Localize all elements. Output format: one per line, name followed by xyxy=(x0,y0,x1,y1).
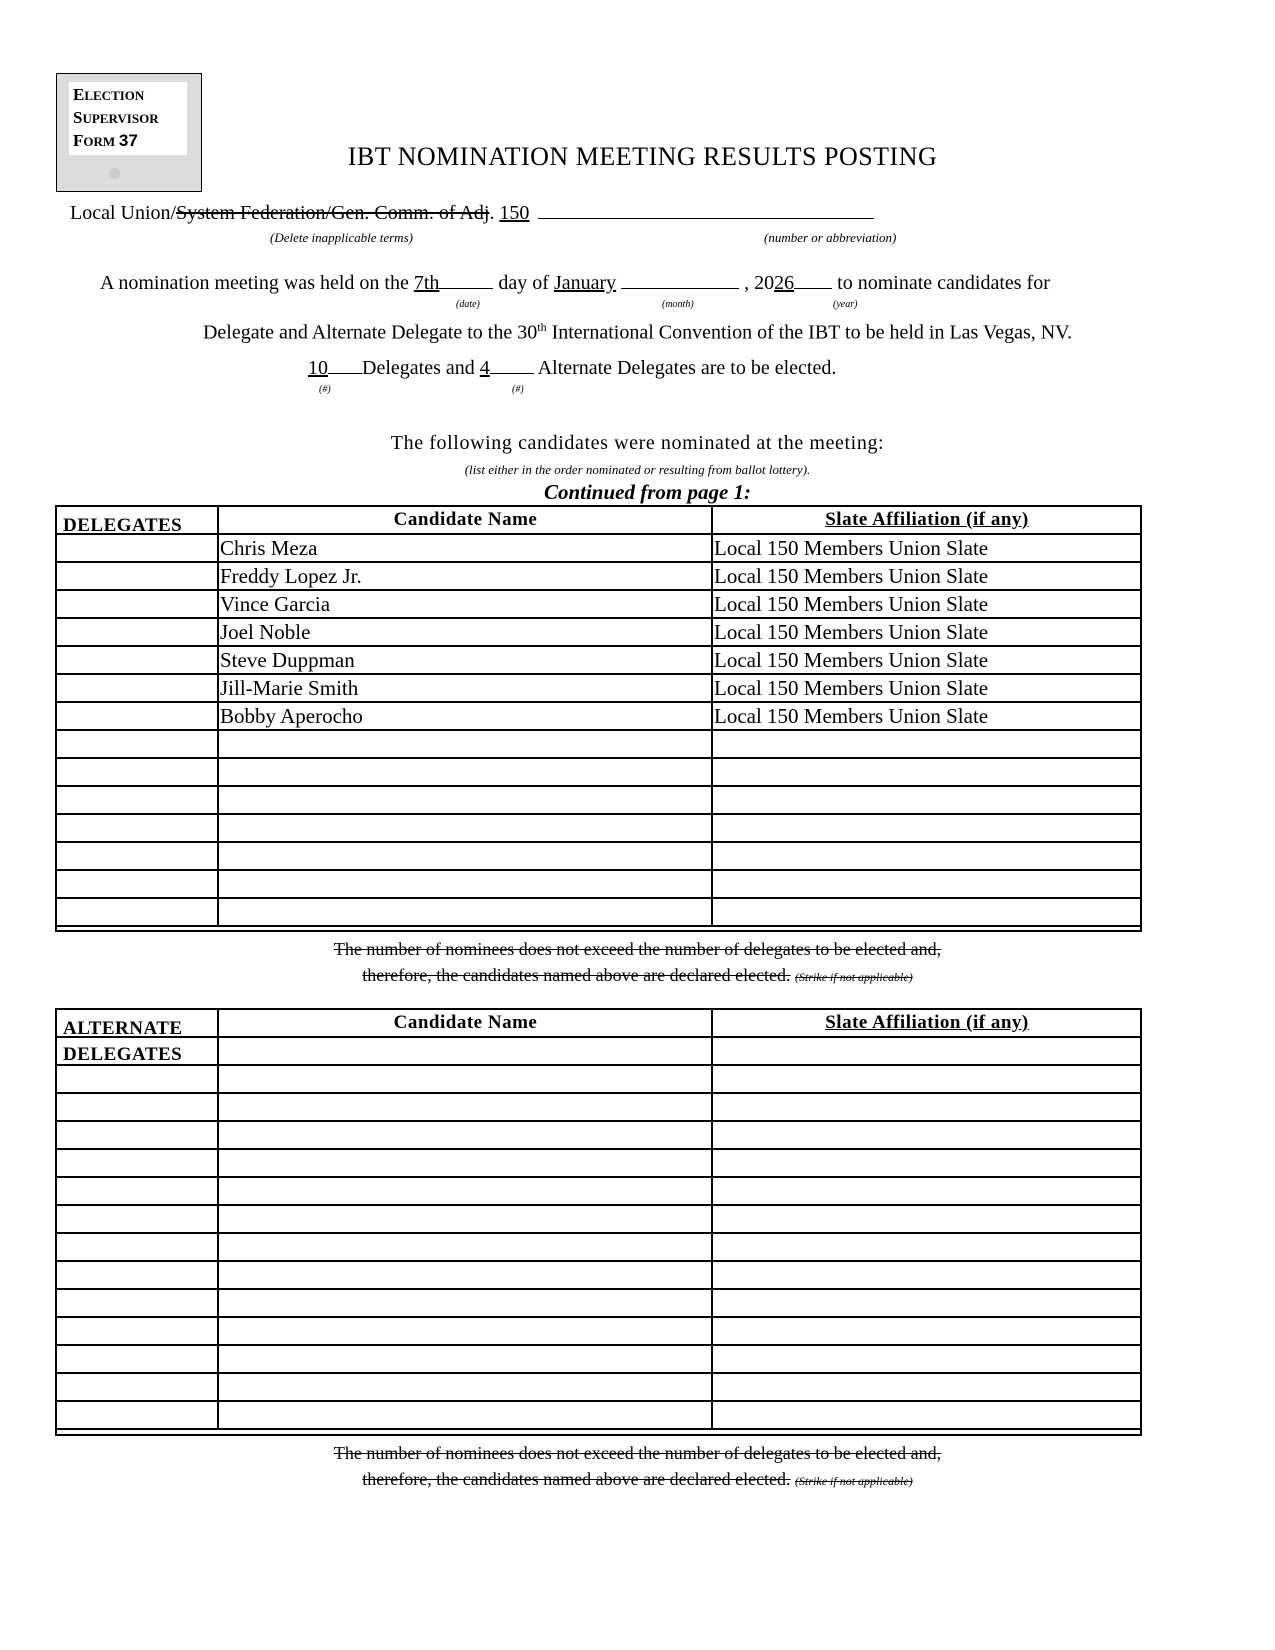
delegates-section xyxy=(55,505,1142,932)
candidate-name-cell[interactable] xyxy=(217,1206,711,1232)
declaration-line2: therefore, the candidates named above are declared elected. xyxy=(362,1469,791,1489)
candidate-name-cell[interactable] xyxy=(217,787,711,813)
slate-affiliation-cell[interactable] xyxy=(711,1206,1140,1232)
slate-affiliation-cell[interactable] xyxy=(711,759,1140,785)
meeting-line xyxy=(100,270,1050,295)
candidate-name-cell[interactable] xyxy=(217,843,711,869)
slate-affiliation-cell[interactable]: Local 150 Members Union Slate xyxy=(711,591,1140,617)
table-row xyxy=(57,619,1140,647)
candidate-name-cell[interactable] xyxy=(217,1290,711,1316)
table-row xyxy=(57,1262,1140,1290)
convention-line xyxy=(0,320,1275,345)
table-row xyxy=(57,1346,1140,1374)
candidate-name-cell[interactable] xyxy=(217,1178,711,1204)
union-dot: . xyxy=(489,202,495,224)
table-row xyxy=(57,1290,1140,1318)
col-header-candidate-name: Candidate Name xyxy=(217,1010,711,1036)
candidate-name-cell[interactable] xyxy=(217,1234,711,1260)
slate-affiliation-cell[interactable] xyxy=(711,1178,1140,1204)
convention-text: International Convention of the IBT to be held in Las Vegas, NV. xyxy=(546,321,1073,344)
nominated-heading: The following candidates were nominated at the meeting: xyxy=(390,432,885,454)
col-header-candidate-name: Candidate Name xyxy=(217,507,711,533)
slate-affiliation-cell[interactable]: Local 150 Members Union Slate xyxy=(711,703,1140,729)
delegate-count-field[interactable]: 10 xyxy=(308,357,328,379)
badge-text: LECTION xyxy=(84,88,145,103)
slate-affiliation-cell[interactable]: Local 150 Members Union Slate xyxy=(711,647,1140,673)
badge-text: E xyxy=(73,85,85,104)
table-row xyxy=(57,1094,1140,1122)
declaration-line1: The number of nominees does not exceed the number of delegates to be elected and, xyxy=(333,939,942,959)
candidate-name-cell[interactable] xyxy=(217,871,711,897)
slate-affiliation-cell[interactable]: Local 150 Members Union Slate xyxy=(711,675,1140,701)
slate-affiliation-cell[interactable]: Local 150 Members Union Slate xyxy=(711,563,1140,589)
alternates-label-line: DELEGATES xyxy=(63,1044,183,1065)
badge-text: F xyxy=(73,131,84,150)
slate-affiliation-cell[interactable] xyxy=(711,1374,1140,1400)
table-row xyxy=(57,1038,1140,1066)
month-blank xyxy=(621,270,739,289)
alternate-count-field[interactable]: 4 xyxy=(479,357,490,379)
candidate-name-cell[interactable] xyxy=(217,1038,711,1064)
page-title: IBT NOMINATION MEETING RESULTS POSTING xyxy=(347,142,938,171)
candidate-name-cell[interactable]: Vince Garcia xyxy=(217,591,711,617)
table-row xyxy=(57,1178,1140,1206)
candidate-name-cell[interactable] xyxy=(217,1318,711,1344)
table-row xyxy=(57,703,1140,731)
slate-affiliation-cell[interactable] xyxy=(711,1318,1140,1344)
convention-text: Delegate and Alternate Delegate to the 30 xyxy=(202,321,538,344)
table-row xyxy=(57,1234,1140,1262)
declaration-line2: therefore, the candidates named above are declared elected. xyxy=(362,965,791,985)
month-hint: (month) xyxy=(662,299,694,310)
alternates-section xyxy=(55,1008,1142,1436)
slate-affiliation-cell[interactable] xyxy=(711,815,1140,841)
struck-terms: System Federation/Gen. Comm. of Adj xyxy=(176,202,490,224)
year-hint: (year) xyxy=(833,299,858,310)
col-header-slate-text: Slate Affiliation (if any) xyxy=(825,1012,1029,1033)
count-hint: (#) xyxy=(319,384,331,395)
meeting-text: day of xyxy=(493,272,554,294)
slate-affiliation-cell[interactable] xyxy=(711,1402,1140,1428)
strike-note: (Strike if not applicable) xyxy=(795,970,913,984)
union-prefix: Local Union/ xyxy=(70,202,177,224)
candidate-name-cell[interactable] xyxy=(217,1346,711,1372)
candidate-name-cell[interactable] xyxy=(217,1262,711,1288)
candidate-name-cell[interactable] xyxy=(217,759,711,785)
count-hint: (#) xyxy=(512,384,524,395)
year-field[interactable]: 26 xyxy=(774,272,795,294)
delegates-declaration xyxy=(0,936,1275,990)
alternates-header-row xyxy=(57,1010,1140,1038)
delete-terms-hint: (Delete inapplicable terms) xyxy=(270,230,413,245)
slate-affiliation-cell[interactable]: Local 150 Members Union Slate xyxy=(711,619,1140,645)
badge-text: ORM xyxy=(83,134,116,149)
table-row xyxy=(57,1402,1140,1430)
table-row xyxy=(57,1150,1140,1178)
slate-affiliation-cell[interactable] xyxy=(711,1234,1140,1260)
strike-note: (Strike if not applicable) xyxy=(795,1474,913,1488)
col-header-slate-text: Slate Affiliation (if any) xyxy=(825,509,1029,530)
table-row xyxy=(57,815,1140,843)
delegates-header-row xyxy=(57,507,1140,535)
table-row xyxy=(57,563,1140,591)
table-row xyxy=(57,843,1140,871)
candidate-name-cell[interactable] xyxy=(217,1122,711,1148)
table-row xyxy=(57,1066,1140,1094)
meeting-text: to nominate candidates for xyxy=(832,272,1050,294)
slate-affiliation-cell[interactable]: Local 150 Members Union Slate xyxy=(711,535,1140,561)
table-row xyxy=(57,871,1140,899)
badge-text: UPERVISOR xyxy=(82,111,159,126)
col-header-slate xyxy=(711,507,1140,533)
table-row xyxy=(57,535,1140,563)
candidate-name-cell[interactable] xyxy=(217,1402,711,1428)
counts-line xyxy=(308,355,836,380)
slate-affiliation-cell[interactable] xyxy=(711,871,1140,897)
ordinal-suffix: th xyxy=(537,320,547,334)
candidate-name-cell[interactable] xyxy=(217,1094,711,1120)
union-line xyxy=(70,200,874,225)
table-row xyxy=(57,591,1140,619)
alternate-count-blank xyxy=(490,355,534,374)
delegates-label: DELEGATES xyxy=(63,515,183,536)
candidate-name-cell[interactable] xyxy=(217,1066,711,1092)
slate-affiliation-cell[interactable] xyxy=(711,1290,1140,1316)
meeting-text: A nomination meeting was held on the xyxy=(100,272,414,294)
counts-text: Alternate Delegates are to be elected. xyxy=(533,357,837,379)
date-hint: (date) xyxy=(456,299,480,310)
candidate-name-cell[interactable]: Freddy Lopez Jr. xyxy=(217,563,711,589)
table-row xyxy=(57,1206,1140,1234)
continued-label: Continued from page 1: xyxy=(543,480,752,504)
slate-affiliation-cell[interactable] xyxy=(711,1094,1140,1120)
slate-affiliation-cell[interactable] xyxy=(711,1150,1140,1176)
slate-affiliation-cell[interactable] xyxy=(711,1038,1140,1064)
table-row xyxy=(57,787,1140,815)
candidate-name-cell[interactable] xyxy=(217,1374,711,1400)
candidate-name-cell[interactable] xyxy=(217,731,711,757)
candidate-name-cell[interactable]: Jill-Marie Smith xyxy=(217,675,711,701)
table-row xyxy=(57,675,1140,703)
col-header-slate xyxy=(711,1010,1140,1036)
table-row xyxy=(57,1318,1140,1346)
alternates-declaration xyxy=(0,1440,1275,1494)
delegate-count-blank xyxy=(328,355,362,374)
table-row xyxy=(57,1374,1140,1402)
date-field[interactable]: 7th xyxy=(413,272,440,294)
slate-affiliation-cell[interactable] xyxy=(711,1346,1140,1372)
counts-text: Delegates and xyxy=(362,357,480,379)
candidate-name-cell[interactable]: Chris Meza xyxy=(217,535,711,561)
table-row xyxy=(57,899,1140,927)
slate-affiliation-cell[interactable] xyxy=(711,731,1140,757)
alternates-label-line: ALTERNATE xyxy=(63,1018,183,1039)
candidate-name-cell[interactable]: Bobby Aperocho xyxy=(217,703,711,729)
declaration-line1: The number of nominees does not exceed the number of delegates to be elected and, xyxy=(333,1443,942,1463)
number-hint: (number or abbreviation) xyxy=(764,230,897,245)
slate-affiliation-cell[interactable] xyxy=(711,1122,1140,1148)
candidate-name-cell[interactable] xyxy=(217,1150,711,1176)
table-row xyxy=(57,647,1140,675)
local-abbrev-blank[interactable] xyxy=(538,200,874,219)
slate-affiliation-cell[interactable] xyxy=(711,787,1140,813)
form-badge xyxy=(56,73,202,192)
table-row xyxy=(57,759,1140,787)
slate-affiliation-cell[interactable] xyxy=(711,1262,1140,1288)
candidate-name-cell[interactable] xyxy=(217,899,711,925)
candidate-name-cell[interactable]: Steve Duppman xyxy=(217,647,711,673)
year-blank xyxy=(794,270,832,289)
slate-affiliation-cell[interactable] xyxy=(711,899,1140,925)
badge-text: S xyxy=(73,108,83,127)
slate-affiliation-cell[interactable] xyxy=(711,1066,1140,1092)
date-blank xyxy=(439,270,493,289)
form-number: 37 xyxy=(118,131,138,150)
table-row xyxy=(57,731,1140,759)
nominated-hint: (list either in the order nominated or resulting from ballot lottery). xyxy=(464,462,811,477)
candidate-name-cell[interactable]: Joel Noble xyxy=(217,619,711,645)
slate-affiliation-cell[interactable] xyxy=(711,843,1140,869)
local-number-field[interactable]: 150 xyxy=(499,202,530,224)
table-row xyxy=(57,1122,1140,1150)
candidate-name-cell[interactable] xyxy=(217,815,711,841)
meeting-text: , 20 xyxy=(739,272,775,294)
month-field[interactable]: January xyxy=(553,272,617,294)
